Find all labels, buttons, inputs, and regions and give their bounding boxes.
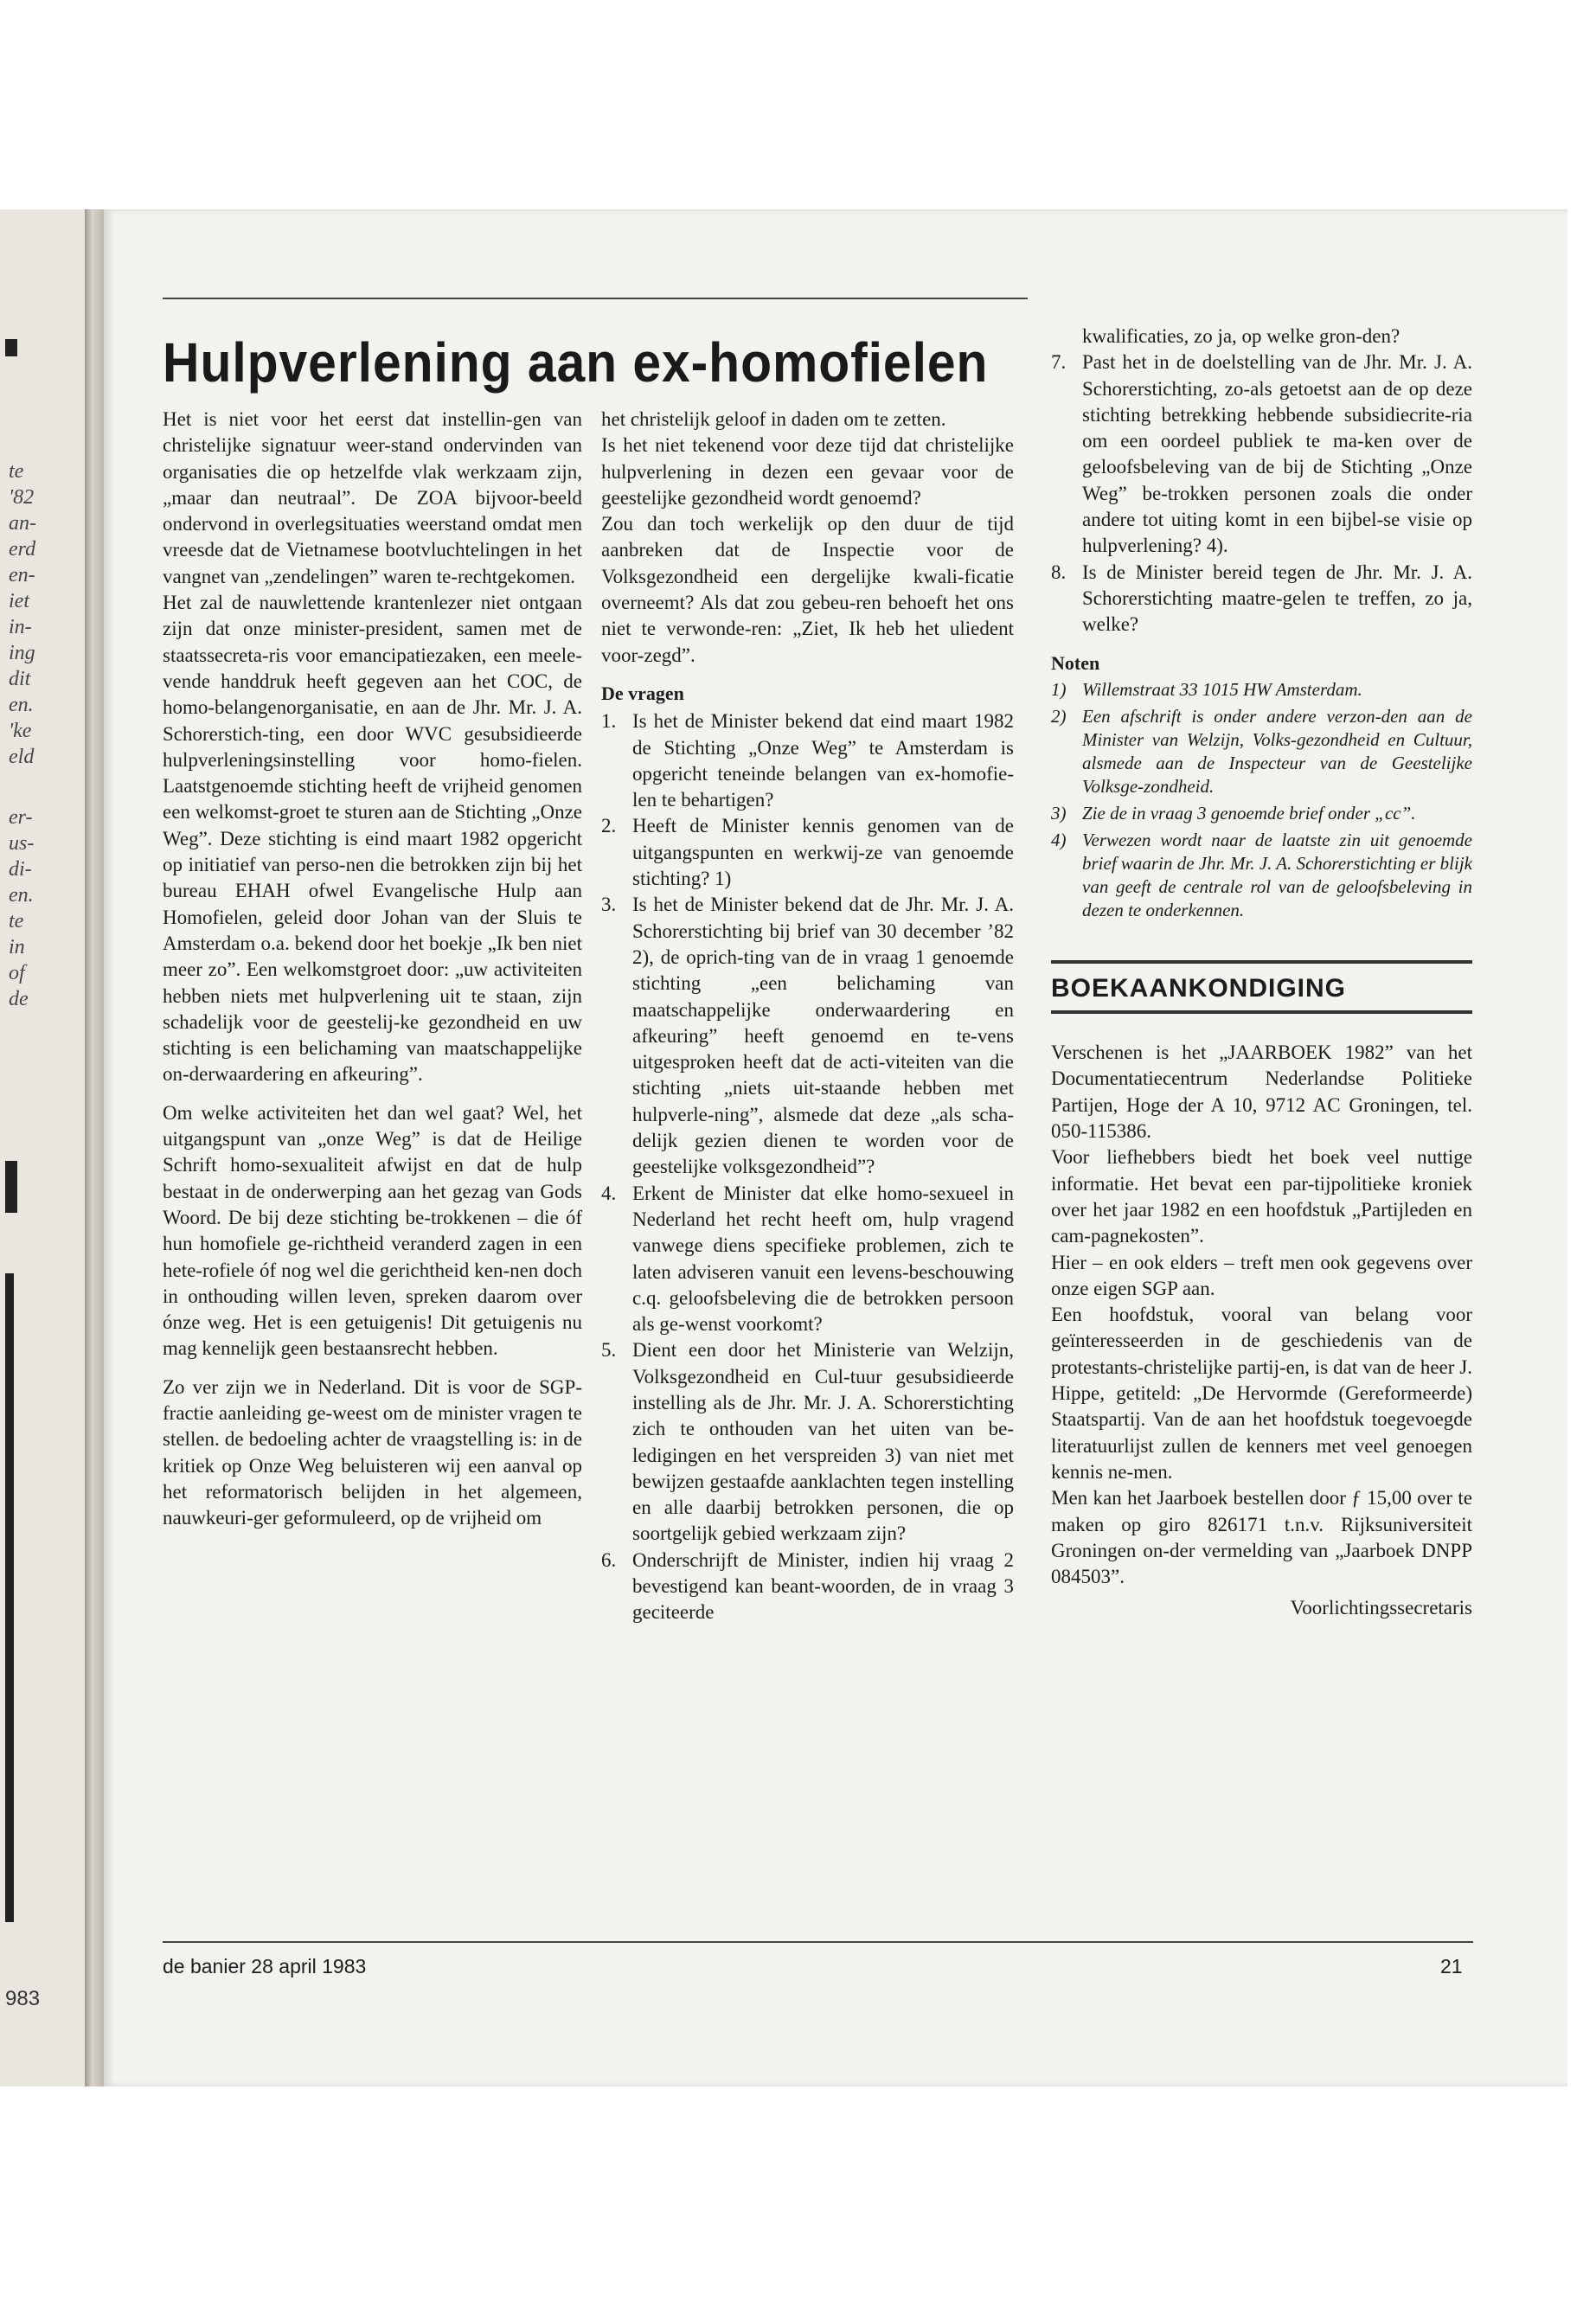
question-number: 7. [1051,351,1067,374]
question-text: Dient een door het Ministerie van Welzijn, Volksgezondheid en Cul-tuur gesubsidieerde instelling als de Jhr. Mr. J. A. Schorerstichting zich te onthouden van het uiten van be-ledigingen en het verspreiden 3) van niet met bewijzen gestaafde aanklachten tegen instelling en alle daarbij betrokken personen, die op soortgelijk gebied werkzaam zijn? [632,1339,1014,1545]
question-number: 4. [601,1182,617,1204]
prev-page-fragment: of [9,962,25,984]
boek-paragraph: Verschenen is het „JAARBOEK 1982” van het Documentatiecentrum Nederlandse Politieke Partijen, Hoge der A 10, 9712 AC Groningen, tel. 050-115386. [1051,1042,1472,1143]
top-rule [163,298,1028,299]
note-number: 4) [1051,829,1067,850]
note-item [1051,678,1472,702]
article-column-3 [1051,324,1472,1622]
questions-list [601,708,1014,1625]
note-text: Een afschrift is onder andere verzon-den aan de Minister van Welzijn, Volks-gezondheid en Cultuur, alsmede aan de Inspecteur van de Geestelijke Volksge-zondheid. [1082,705,1472,797]
prev-page-fragment: en- [9,564,35,586]
notes-list [1051,678,1472,922]
prev-page-fragment: te [9,910,24,933]
prev-page-fragment: us- [9,832,35,855]
prev-page-fragment: iet [9,590,29,612]
footer-publication: de banier 28 april 1983 [163,1955,367,1977]
article-paragraph: Het zal de nauwlettende krantenlezer niet ontgaan zijn dat onze minister-president, samen met de staatssecreta-ris voor emancipatiezaken, een meele-vende handdruk heeft gegeven aan het COC, de homo-belangenorganisatie, en aan de Jhr. Mr. J. A. Schorerstich-ting, een door WVC gesubsidieerde hulpverleningsinstelling voor homo-fielen. Laatstgenoemde stichting heeft de vrijheid genomen een welkomst-groet te sturen aan de Stichting „Onze Weg”. Deze stichting is eind maart 1982 opgericht op initiatief van perso-nen die betrokken zijn bij het bureau EHAH ofwel Evangelische Hulp aan Homofielen, geleid door Johan van der Sluis te Amsterdam o.a. bekend door het boekje „Ik ben niet meer zo”. Een welkomstgroet door: „uw activiteiten hebben niets met hulpverlening uit te staan, zijn schadelijk voor de geestelij-ke gezondheid en uw stichting is een belichaming van maatschappelijke on-derwaardering en afkeuring”. [163,592,582,1086]
article-paragraph: Zo ver zijn we in Nederland. Dit is voor de SGP-fractie aanleiding ge-weest om de minister vragen te stellen. de bedoeling achter de vraagstelling is: in de kritiek op Onze Weg beluisteren wij een aanval op het reformatorisch belijden in het algemeen, nauwkeuri-ger geformuleerd, op de vrijheid om [163,1375,582,1529]
boekaankondiging-section [1051,960,1472,1622]
question-item [601,708,1014,813]
question-number: 3. [601,894,617,916]
question-number: 8. [1051,561,1067,583]
question-text: Onderschrijft de Minister, indien hij vraag 2 bevestigend kan beant-woorden, de in vraag 3 geciteerde [632,1548,1014,1624]
question-number: 5. [601,1339,617,1362]
note-text: Verwezen wordt naar de laatste zin uit genoemde brief waarin de Jhr. Mr. J. A. Schorerstichting er blijk van geeft de centrale rol van de geloofsbeleving in dezen te onderkennen. [1082,829,1472,920]
boek-paragraph: Men kan het Jaarboek bestellen door ƒ 15,00 over te maken op giro 826171 t.n.v. Rijksuniversiteit Groningen on-der vermelding van „Jaarboek DNPP 084503”. [1051,1487,1472,1588]
prev-page-fragment: te [9,460,24,483]
note-text: Willemstraat 33 1015 HW Amsterdam. [1082,678,1362,700]
prev-page-fragment: de [9,988,29,1010]
question-text: Is het de Minister bekend dat de Jhr. Mr. J. A. Schorerstichting bij brief van 30 december ’82 2), de oprich-ting van de in vraag 1 genoemde stichting „een belichaming van maatschappelijke onderwaardering en afkeuring” heeft genoemd en te-vens uitgesproken heeft dat de acti-viteiten van die stichting „niets uit-staande hebben met hulpverle-ning”, alsmede dat deze „als scha-delijk gezien dienen te worden voor de geestelijke volksgezondheid”? [632,894,1014,1178]
question-text: Heeft de Minister kennis genomen van de uitgangspunten en werkwij-ze van genoemde stichting? 1) [632,815,1014,890]
question-number: 6. [601,1548,617,1571]
prev-page-fragment: ing [9,642,35,664]
prev-page-fragment: in- [9,616,32,638]
prev-page-fragment: an- [9,512,36,535]
note-number: 3) [1051,802,1067,824]
question-text: Is het de Minister bekend dat eind maart 1982 de Stichting „Onze Weg” te Amsterdam is opgericht teneinde belangen van ex-homofie-len te behartigen? [632,710,1014,811]
prev-page-fragment: erd [9,538,36,561]
question-item [1051,560,1472,638]
note-text: Zie de in vraag 3 genoemde brief onder „cc”. [1082,802,1416,824]
question-item [601,1548,1014,1626]
question-number: 2. [601,815,617,837]
note-item [1051,829,1472,922]
question-continuation: kwalificaties, zo ja, op welke gron-den? [1082,325,1401,347]
newspaper-page [104,209,1567,2086]
article-paragraph: Om welke activiteiten het dan wel gaat? Wel, het uitgangspunt van „onze Weg” is dat de Heilige Schrift homo-sexualiteit afwijst en dat de hulp bestaat in de onderwerping aan het gezag van Gods Woord. De bij deze stichting be-trokkenen – die óf hun homofiele ge-richtheid veranderd zagen in een hete-rofiele óf nog wel die gerichtheid ken-nen doch in onthouding willen leven, spreken daarom over ónze weg. Het is een getuigenis! Dit getuigenis nu mag kennelijk geen bestaansrecht hebben. [163,1101,582,1360]
prev-page-mark [5,339,17,356]
question-text: Past het in de doelstelling van de Jhr. Mr. J. A. Schorerstichting, zo-als getoetst aan de op deze stichting betrekking hebbende subsidiecrite-ria om een oordeel publiek te ma-ken over de geloofsbeleving van de bij de Stichting „Onze Weg” be-trokken personen zoals die onder andere tot uiting komt in een bijbel-se visie op hulpverlening? 4). [1082,351,1472,557]
prev-page-mark [5,1273,14,1922]
article-title: Hulpverlening aan ex-homofielen [163,331,989,394]
prev-page-fragment: in [9,936,25,958]
prev-page-fragment: en. [9,694,34,716]
question-item [601,1181,1014,1338]
article-paragraph: Het is niet voor het eerst dat instellin-gen van christelijke signatuur weer-stand ondervinden van organisaties die op hetzelfde vlak werkzaam zijn, „maar dan neutraal”. De ZOA bijvoor-beeld ondervond in overlegsituaties weerstand omdat men vreesde dat de Vietnamese bootvluchtelingen in het vangnet van „zendelingen” waren te-rechtgekomen. [163,408,582,587]
prev-page-fragment: en. [9,884,34,907]
vragen-heading: De vragen [601,682,684,704]
question-number: 1. [601,710,617,733]
note-number: 1) [1051,678,1067,700]
binding-spine [85,209,104,2086]
page-number: 21 [1440,1955,1463,1977]
boek-paragraph: Een hoofdstuk, vooral van belang voor geïnteresseerden in de geschiedenis van de protestants-christelijke partij-en, is dat van de heer J. Hippe, getiteld: „De Hervormde (Gereformeerde) Staatspartij. Van de aan het hoofdstuk toegevoegde literatuurlijst zullen de kenners met veel genoegen kennis ne-men. [1051,1304,1472,1483]
footer-rule [163,1941,1473,1943]
note-item [1051,802,1472,825]
question-text: Erkent de Minister dat elke homo-sexueel in Nederland het recht heeft om, hulp vragend vanwege diens specifieke problemen, zich te laten adviseren vanuit een levens-beschouwing c.q. geloofsbeleving die de betrokken persoon als ge-wenst voorkomt? [632,1182,1014,1336]
questions-list-continued [1051,349,1472,638]
article-paragraph: Zou dan toch werkelijk op den duur de tijd aanbreken dat de Inspectie voor de Volksgezondheid een dergelijke kwali-ficatie overneemt? Als dat zou gebeu-ren behoeft het ons niet te verwonde-ren: „Ziet, Ik heb het uliedent voor-zegd”. [601,513,1014,666]
boek-body [1051,1040,1472,1622]
noten-heading: Noten [1051,651,1100,674]
boek-paragraph: Hier – en ook elders – treft men ook gegevens over onze eigen SGP aan. [1051,1251,1472,1299]
prev-page-fragment: er- [9,806,33,829]
question-item [601,892,1014,1180]
prev-page-fragment: 'ke [9,720,32,742]
note-number: 2) [1051,705,1067,727]
prev-page-fragment: '82 [9,486,35,509]
question-text: Is de Minister bereid tegen de Jhr. Mr. J. A. Schorerstichting maatre-gelen te treffen, zo ja, welke? [1082,561,1472,636]
prev-page-fragment: eld [9,746,35,768]
prev-page-fragment: di- [9,858,32,881]
article-paragraph: Is het niet tekenend voor deze tijd dat christelijke hulpverlening in dezen een gevaar voor de geestelijke gezondheid wordt genoemd? [601,434,1014,509]
prev-page-mark [5,1161,17,1213]
prev-page-fragment: dit [9,668,31,690]
question-item [601,813,1014,892]
article-column-2 [601,407,1014,1626]
boekaankondiging-heading: BOEKAANKONDIGING [1051,960,1472,1014]
boek-signature: Voorlichtingssecretaris [1290,1597,1472,1619]
question-item [601,1337,1014,1547]
boek-paragraph: Voor liefhebbers biedt het boek veel nuttige informatie. Het bevat een par-tijpolitieke kroniek over het jaar 1982 en een hoofdstuk „Partijleden en cam-pagnekosten”. [1051,1146,1472,1247]
question-item [1051,349,1472,559]
note-item [1051,705,1472,798]
prev-page-year: 983 [5,1987,41,2010]
article-paragraph: het christelijk geloof in daden om te zetten. [601,408,946,430]
article-column-1 [163,407,582,1543]
